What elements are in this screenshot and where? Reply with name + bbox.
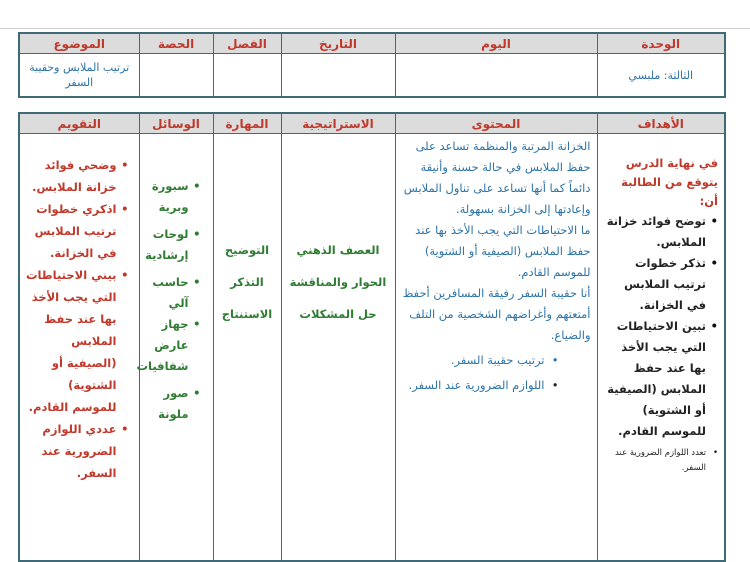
strategy-item: الحوار والمناقشة <box>289 275 387 289</box>
class-header: الفصل <box>213 33 281 54</box>
unit-header: الوحدة <box>597 33 725 54</box>
content-paragraph: ما الاحتياطات التي يجب الأخذ بها عند حفظ الملابس (الصيفية أو الشتوية) للموسم القادم. <box>415 223 591 279</box>
goal-item-small: • تعدد اللوازم الضرورية عند السفر. <box>602 446 719 476</box>
content-paragraph: أنا حقيبة السفر رفيقة المسافرين أحفظ أمتعتهم وأغراضهم الشخصية من التلف والضياع. <box>402 286 591 342</box>
goals-cell <box>597 134 725 562</box>
day-value <box>395 54 597 98</box>
goal-item: • توضح فوائد خزانة الملابس. <box>602 211 719 253</box>
date-value <box>281 54 395 98</box>
skill-item: الاستنتاج <box>221 307 273 321</box>
evaluation-item: • عددي اللوازم الضرورية عند السفر. <box>24 418 129 484</box>
skill-cell <box>213 134 281 562</box>
content-paragraph: الخزانة المرتبة والمنظمة تساعد على حفظ الملابس في حالة حسنة وأنيقة دائماً كما أنها تساعد على تناول الملابس وإعادتها إلى الخزانة بسهولة. <box>403 139 591 216</box>
topic-header: الموضوع <box>19 33 139 54</box>
content-cell <box>395 134 597 562</box>
tools-header: الوسائل <box>139 113 213 134</box>
strategy-item: العصف الذهني <box>296 243 380 257</box>
evaluation-item: • وضحي فوائد خزانة الملابس. <box>24 154 129 198</box>
class-value <box>213 54 281 98</box>
goals-intro: في نهاية الدرس يتوقع من الطالبة أن: <box>621 156 718 208</box>
skill-item: التذكر <box>230 275 264 289</box>
content-bullets <box>402 350 591 396</box>
strategy-cell <box>281 134 395 562</box>
content-header: المحتوى <box>395 113 597 134</box>
strategy-header: الاستراتيجية <box>281 113 395 134</box>
skill-item: التوضيح <box>224 243 270 257</box>
goal-item: • تذكر خطوات ترتيب الملابس في الخزانة. <box>602 253 719 316</box>
tool-item: • سبورة وبرية <box>144 176 201 218</box>
evaluation-header: التقويم <box>19 113 139 134</box>
period-value <box>139 54 213 98</box>
tool-item: • جهاز عارض شفافيات <box>144 314 201 377</box>
unit-value: الثالثة: ملبسي <box>597 54 725 98</box>
tool-item: • صور ملونة <box>144 383 201 425</box>
tool-item: • حاسب آلي <box>144 272 201 314</box>
goal-item: • تبين الاحتياطات التي يجب الأخذ بها عند حفظ الملابس (الصيفية أو الشتوية) للموسم القادم. <box>602 316 719 442</box>
topic-value: ترتيب الملابس وحقيبة السفر <box>19 54 139 98</box>
lesson-info-table <box>18 32 726 98</box>
tools-cell <box>136 134 213 562</box>
period-header: الحصة <box>139 33 213 54</box>
evaluation-list <box>24 154 129 484</box>
content-bullet: • اللوازم الضرورية عند السفر. <box>402 375 559 396</box>
strategy-item: حل المشكلات <box>299 307 377 321</box>
evaluation-item: • اذكري خطوات ترتيب الملابس في الخزانة. <box>24 198 129 264</box>
tool-item: • لوحات إرشادية <box>144 224 201 266</box>
top-divider <box>0 28 750 29</box>
goals-header: الأهداف <box>597 113 725 134</box>
skill-header: المهارة <box>213 113 281 134</box>
evaluation-cell <box>19 134 139 562</box>
lesson-plan-table <box>18 112 726 562</box>
evaluation-item: • بيني الاحتياطات التي يجب الأخذ بها عند حفظ الملابس (الصيفية أو الشتوية) للموسم القادم. <box>24 264 129 418</box>
goals-list <box>602 211 719 476</box>
tools-list <box>136 176 201 425</box>
day-header: اليوم <box>395 33 597 54</box>
content-bullet: • ترتيب حقيبة السفر. <box>402 350 559 371</box>
date-header: التاريخ <box>281 33 395 54</box>
